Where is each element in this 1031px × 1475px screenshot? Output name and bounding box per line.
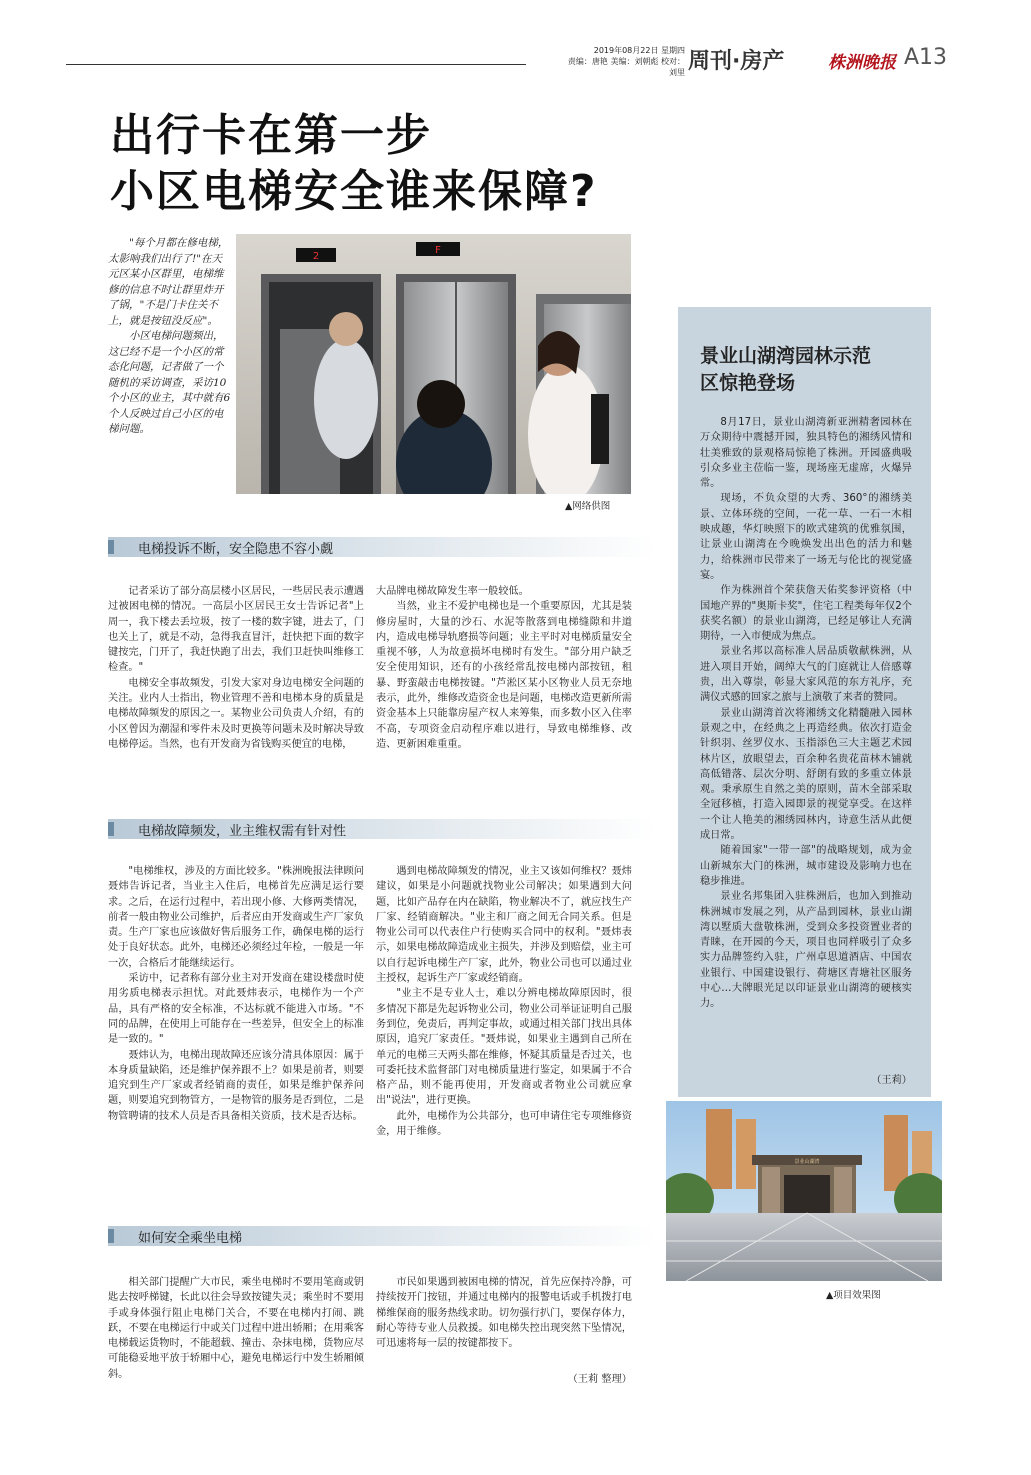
paragraph: "业主不是专业人士，难以分辨电梯故障原因时，很多情况下都是先起诉物业公司，物业公司举证证明自己服务到位，免责后，再判定事故，或通过相关部门找出具体原因，追究厂家责任。"聂炜说，如果业主遇到自己所在单元的电梯三天两头都在维修，怀疑其质量是否过关，也可委托技术监督部门对电梯质量进行鉴定，如果属于不合格产品，则不能再使用，开发商或者物业公司就应拿出"说法"，进行更换。 — [376, 988, 632, 1107]
sidebar-paragraph: 景业名邦集团入驻株洲后，也加入到推动株洲城市发展之列，从产品到园林，景业山湖湾以墅质大盘敬株洲，受到众多投资置业者的青睐，在开园的今天，项目也同样吸引了众多实力品牌签约入驻，广州卓思道酒店、中国农业银行、中国建设银行、荷塘区青塘社区服务中心…大牌眼光足以印证景业山湖湾的硬核实力。 — [700, 891, 912, 1010]
paragraph: 电梯安全事故频发，引发大家对身边电梯安全问题的关注。业内人士指出，物业管理不善和电梯本身的质量是电梯故障频发的原因之一。某物业公司负责人介绍，有的小区曾因为潮湿和零件未及时更换等问题未及时解决导致电梯停运。当然，也有开发商为省钱购买便宜的电梯， — [108, 677, 364, 750]
paragraph: 采访中，记者称有部分业主对开发商在建设楼盘时使用劣质电梯表示担忧。对此聂炜表示，电梯作为一个产品，具有严格的安全标准，不达标就不能进入市场。"不同的品牌，在使用上可能存在一些差异，但安全上的标准是一致的。" — [108, 973, 364, 1046]
lead-paragraph: "每个月都在修电梯，太影响我们出行了!"在天元区某小区群里，电梯维修的信息不时让群里炸开了锅，"不是门卡住关不上，就是按钮没反应"。 — [108, 237, 229, 327]
sidebar-paragraph: 景业山湖湾首次将湘绣文化精髓融入园林景观之中，在经典之上再造经典。依次打造金针织羽、丝罗仪水、玉指添色三大主题艺术园林片区，放眼望去，百余种名贵花苗林木铺就高低错落、层次分明、舒朗有致的多重立体景观。秉承原生自然之美的原则，苗木全部采取全冠移植，打造入园即景的视觉享受。在这样一个让人艳美的湘绣园林内，诗意生活从此便成日常。 — [700, 707, 912, 842]
paragraph: 当然，业主不爱护电梯也是一个重要原因，尤其是装修房屋时，大量的沙石、水泥等散落到电梯缝隙和井道内，造成电梯导轨磨损等问题；业主平时对电梯质量安全重视不够，人为故意损坏电梯时有发生。"部分用户缺乏安全使用知识，还有的小孩经常乱按电梯内部按钮，租暴、野蛮敲击电梯按键。"芦淞区某小区物业人员无奈地表示，此外，维修改造资金也是问题，电梯改造更新所需资金基本上只能靠房屋产权人来筹集，而多数小区入住率不高，专项资金启动程序难以进行，导致电梯维修、改造、更新困难重重。 — [376, 601, 632, 750]
section2-col-right — [376, 864, 632, 1202]
lead-text — [108, 236, 232, 438]
paragraph: 此外，电梯作为公共部分，也可申请住宅专项维修资金，用于维修。 — [376, 1110, 632, 1138]
section-name: 周刊·房产 — [688, 49, 785, 74]
section1-col-right — [376, 584, 632, 796]
section3-col-left — [108, 1275, 364, 1415]
project-photo — [666, 1101, 942, 1281]
paragraph: 市民如果遇到被困电梯的情况，首先应保持冷静，可持续按开门按钮，并通过电梯内的报警电话或手机拨打电梯维保商的服务热线求助。切勿强行扒门，要保存体力，耐心等待专业人员救援。如电梯失控出现突然下坠情况，可迅速将每一层的按键都按下。 — [376, 1277, 632, 1350]
headline — [110, 108, 670, 220]
gate-sign: 景业山湖湾 — [794, 1159, 820, 1165]
sidebar-paragraph: 现场，不负众望的大秀、360°的湘绣美景、立体环绕的空间，一花一草、一石一木相映成趣，华灯映照下的欧式建筑的优雅氛围，让景业山湖湾在今晚焕发出出色的活力和魅力，给株洲市民带来了一场无与伦比的视觉盛宴。 — [700, 493, 912, 581]
sidebar-title-line1: 景业山湖湾园林示范 — [700, 345, 872, 367]
project-photo-caption: ▲项目效果图 — [826, 1290, 881, 1301]
sidebar-paragraph: 随着国家"一带一部"的战略规划，成为金山新城东大门的株洲，城市建设及影响力也在稳步推进。 — [700, 845, 912, 887]
header-rule — [66, 64, 526, 65]
section2-title: 电梯故障频发，业主维权需有针对性 — [138, 824, 347, 839]
sidebar-paragraph: 作为株洲首个荣获詹天佑奖参评资格（中国地产界的"奥斯卡奖"，住宅工程类每年仅2个获奖名额）的景业山湖湾，已经足够让人充满期待，一入市便成为焦点。 — [700, 585, 912, 643]
section1-bar — [108, 537, 656, 557]
section3-title: 如何安全乘坐电梯 — [138, 1231, 243, 1246]
paragraph: 遇到电梯故障频发的情况，业主又该如何维权？聂炜建议，如果是小问题就找物业公司解决；如果遇到大问题，比如产品存在内在缺陷，物业解决不了，就应找生产厂家、经销商解决。"业主和厂商之间无合同关系。但是物业公司可以代表住户行使购买合同中的权利。"聂炜表示，如果电梯故障造成业主损失，并涉及到赔偿，业主可以自行起诉电梯生产厂家，此外，物业公司也可以通过业主授权，起诉生产厂家或经销商。 — [376, 866, 632, 985]
sidebar-body — [700, 415, 912, 1075]
ad-sidebar — [678, 307, 931, 1097]
sidebar-paragraph: 景业名邦以高标准人居品质敬献株洲，从进入项目开始，阔绰大气的门庭就让人倍感尊贵，出入尊崇，彰显大家风范的东方礼序，充满仪式感的回家之旅与上演敬了来者的赞同。 — [700, 646, 912, 704]
elevator-photo — [236, 234, 631, 494]
paragraph: 记者采访了部分高层楼小区居民，一些居民表示遭遇过被困电梯的情况。一高层小区居民王女士告诉记者"上周一，我下楼去丢垃圾，按了一楼的数字键，进去了，门也关上了，就是不动，急得我直冒汗，赶快把下面的数字键按完，门开了，我赶快跑了出去，我们卫赶快叫维修工检查。" — [108, 586, 364, 674]
section3-signature: （王莉 整理） — [567, 1374, 632, 1385]
section2-bar — [108, 819, 656, 839]
paragraph: 大品牌电梯故障发生率一般较低。 — [376, 586, 529, 597]
date-line: 2019年08月22日 星期四 — [593, 46, 685, 55]
floor-display-2: F — [435, 245, 441, 256]
elevator-photo-caption: ▲网络供图 — [565, 501, 611, 512]
header-meta — [560, 45, 685, 78]
sidebar-signature: （王莉） — [871, 1075, 912, 1086]
paragraph: 相关部门提醒广大市民，乘坐电梯时不要用笔商或钥匙去按呼梯键，长此以往会导致按键失灵；乘坐时不要用手或身体强行阻止电梯门关合，不要在电梯内打闹、跳跃，不要在电梯运行中或关门过程中进出轿厢；在用乘客电梯载运货物时，不能超载、撞击、杂抹电梯，货物应尽可能稳妥地平放于轿厢中心，避免电梯运行中发生轿厢倾斜。 — [108, 1277, 364, 1380]
headline-line1: 出行卡在第一步 — [110, 110, 432, 161]
sidebar-paragraph: 8月17日，景业山湖湾新亚洲精奢园林在万众期待中震撼开园，独具特色的湘绣风情和壮美雅致的景观格局惊艳了株洲。开园盛典吸引众多业主莅临一鉴，现场座无虚席，火爆异常。 — [700, 417, 912, 490]
section2-col-left — [108, 864, 364, 1202]
sidebar-title — [700, 343, 915, 397]
elevator-photo-art — [236, 234, 631, 494]
section3-bar — [108, 1226, 656, 1246]
lead-paragraph: 小区电梯问题频出，这已经不是一个小区的常态化问题，记者做了一个随机的采访调查，采访10个小区的业主，其中就有6个人反映过自己小区的电梯问题。 — [108, 330, 231, 435]
section1-title: 电梯投诉不断，安全隐患不容小觑 — [138, 542, 334, 557]
paragraph: "电梯维权，涉及的方面比较多。"株洲晚报法律顾问聂炜告诉记者，当业主入住后，电梯首先应满足运行要求。之后，在运行过程中，若出现小修、大修两类情况，前者一般由物业公司维护，后者应由开发商或生产厂家负责。生产厂家也应该做好售后服务工作，确保电梯的运行处于良好状态。此外，电梯还必须经过年检，一般是一年一次，合格后才能继续运行。 — [108, 866, 364, 969]
section3-col-right — [376, 1275, 632, 1371]
floor-display: 2 — [312, 251, 320, 262]
paper-logo: 株洲晚报 — [828, 53, 896, 73]
editors-line: 责编：唐艳 美编：刘朝彪 校对：刘里 — [567, 57, 685, 77]
headline-line2: 小区电梯安全谁来保障? — [110, 166, 598, 217]
paragraph: 聂炜认为，电梯出现故障还应该分清具体原因：属于本身质量缺陷，还是维护保养跟不上？如果是前者，则要追究到生产厂家或者经销商的责任，如果是维护保养问题，则要追究到物管方，一是物管的服务是否到位，二是物管聘请的技术人员是否具备相关资质，技术是否达标。 — [108, 1049, 364, 1122]
section1-col-left — [108, 584, 364, 796]
page-number: A13 — [904, 45, 948, 70]
sidebar-title-line2: 区惊艳登场 — [700, 372, 796, 394]
project-photo-art — [666, 1101, 942, 1281]
